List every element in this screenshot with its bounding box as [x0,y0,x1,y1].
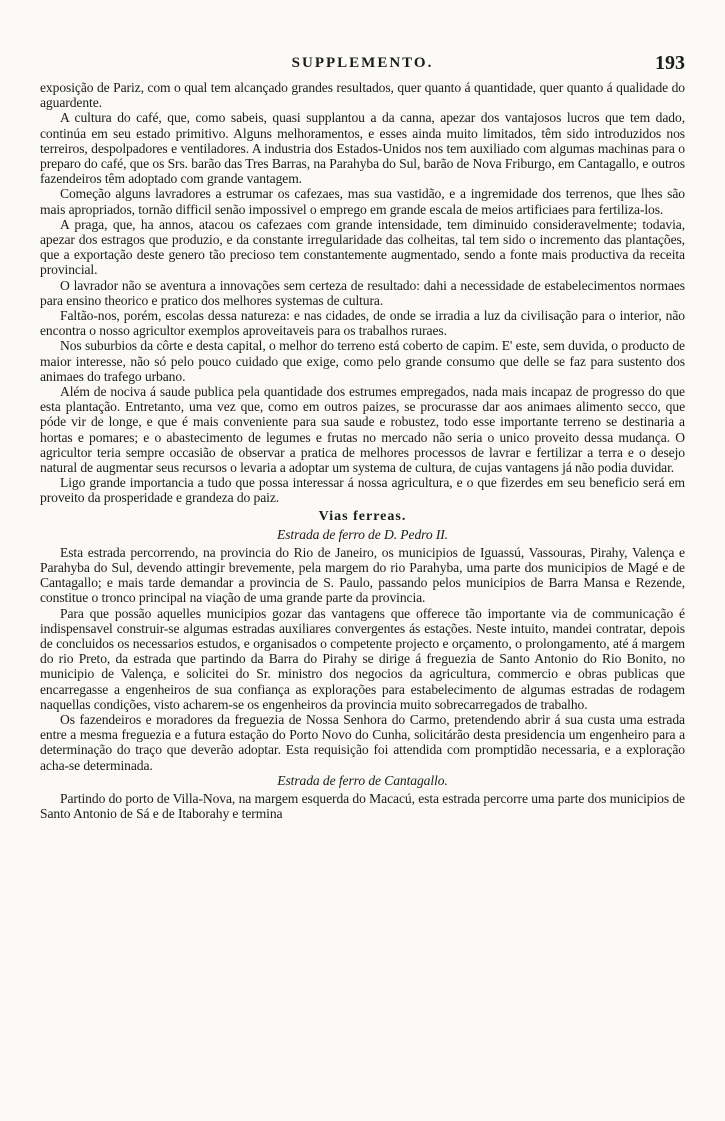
running-title: SUPPLEMENTO. [291,55,434,71]
paragraph: Além de nociva á saude publica pela quantidade dos estrumes empregados, nada mais incapaz de progresso do que esta plantação. Entretanto, uma vez que, como em outros paizes, se procurasse dar aos animaes alimento secco, que póde vir de longe, e que é mais conveniente para sua saude e robustez, todo esse importante terreno se destinaria a hortas e pomares; e o abastecimento de legumes e frutas no mercado não seria o unico proveito dessa mudança. O agricultor teria sempre occasião de observar a pratica de melhores processos de lavrar e fertilizar a terra e o desejo natural de augmentar seus recursos o levaria a adoptar um systema de cultura, de cujas vantagens já não podia duvidar. [40,384,685,476]
paragraph: Começão alguns lavradores a estrumar os cafezaes, mas sua vastidão, e a ingremidade dos terrenos, que lhes são mais apropriados, tornão difficil senão impossivel o emprego em grande escala de meios artificiaes para fertiliza-los. [40,186,685,217]
paragraphs-agriculture [40,80,685,506]
subsection-heading-pedro-ii: Estrada de ferro de D. Pedro II. [277,526,448,542]
paragraph: Esta estrada percorrendo, na provincia do Rio de Janeiro, os municipios de Iguassú, Vassouras, Pirahy, Valença e Parahyba do Sul, devendo attingir brevemente, pela margem do rio Parahyba, uma parte dos municipios de Magé e de Cantagallo; e mais tarde demandar a provincia de S. Paulo, passando pelos municipios de Barra Mansa e Rezende, constitue o tronco principal na viação de uma grande parte da provincia. [40,544,685,606]
paragraphs-pedro-ii [40,545,685,773]
paragraph: Para que possão aquelles municipios gozar das vantagens que offerece tão importante via de communicação é indispensavel construir-se algumas estradas auxiliares convergentes ás estações. Neste intuito, mandei contratar, depois de concluidos os necessarios estudos, e organisados o competente projecto e orçamento, o prolongamento, até á margem do rio Preto, da estrada que partindo da Barra do Pirahy se dirige á freguezia de Santo Antonio do Rio Bonito, no municipio de Valença, e solicitei do Sr. ministro dos negocios da agricultura, commercio e obras publicas que encarregasse a engenheiros de sua confiança as explorações para estabelecimento de algumas estradas de rodagem naquellas condições, visto acharem-se os engenheiros da provincia muito sobrecarregados de trabalho. [40,605,685,712]
paragraph: Nos suburbios da côrte e desta capital, o melhor do terreno está coberto de capim. E' este, sem duvida, o producto de maior interesse, não só pelo pouco cuidado que exige, como pelo grande consumo que delle se faz para sustento dos animaes do trafego urbano. [40,338,685,384]
subsection-heading-cantagallo: Estrada de ferro de Cantagallo. [277,772,448,788]
paragraph: Faltão-nos, porém, escolas dessa natureza: e nas cidades, de onde se irradia a luz da civilisação para o interior, não encontra o nosso agricultor exemplos aproveitaveis para os trabalhos ruraes. [40,308,685,339]
paragraph: O lavrador não se aventura a innovações sem certeza de resultado: dahi a necessidade de estabelecimentos normaes para ensino theorico e pratico dos melhores systemas de cultura. [40,277,685,308]
paragraphs-cantagallo [40,791,685,821]
paragraph: Ligo grande importancia a tudo que possa interessar á nossa agricultura, e o que fizerdes em seu beneficio será em proveito da prosperidade e grandeza do paiz. [40,475,685,506]
running-head [40,50,685,76]
paragraph: A praga, que, ha annos, atacou os cafezaes com grande intensidade, tem diminuido consideravelmente; todavia, apezar dos estragos que produzio, e da constante irregularidade das colheitas, tal tem sido o incremento das plantações, que a exportação deste genero tão precioso tem constantemente augmentado, sendo a fonte mais productiva da receita provincial. [40,216,685,278]
paragraph: Os fazendeiros e moradores da freguezia de Nossa Senhora do Carmo, pretendendo abrir á sua custa uma estrada entre a mesma freguezia e a futura estação do Porto Novo do Cunha, solicitárão desta presidencia um engenheiro para a determinação do traço que deverão adoptar. Esta requisição foi attendida com promptidão necessaria, e a exploração acha-se determinada. [40,711,685,773]
paragraph: exposição de Pariz, com o qual tem alcançado grandes resultados, quer quanto á quantidade, quer quanto á qualidade do aguardente. [40,80,685,111]
page-number: 193 [655,52,685,74]
paragraph: A cultura do café, que, como sabeis, quasi supplantou a da canna, apezar dos vantajosos lucros que tem dado, continúa em seu estado primitivo. Alguns melhoramentos, e esses ainda muito limitados, têm sido introduzidos nos terreiros, despolpadores e ventiladores. A industria dos Estados-Unidos nos tem auxiliado com algumas machinas para o preparo do café, que os Srs. barão das Tres Barras, na Parahyba do Sul, barão de Nova Friburgo, em Cantagallo, e outros fazendeiros têm adoptado com grande vantagem. [40,110,685,187]
body-text [40,80,685,821]
paragraph: Partindo do porto de Villa-Nova, na margem esquerda do Macacú, esta estrada percorre uma parte dos municipios de Santo Antonio de Sá e de Itaborahy e termina [40,790,685,821]
section-heading: Vias ferreas. [318,508,407,524]
